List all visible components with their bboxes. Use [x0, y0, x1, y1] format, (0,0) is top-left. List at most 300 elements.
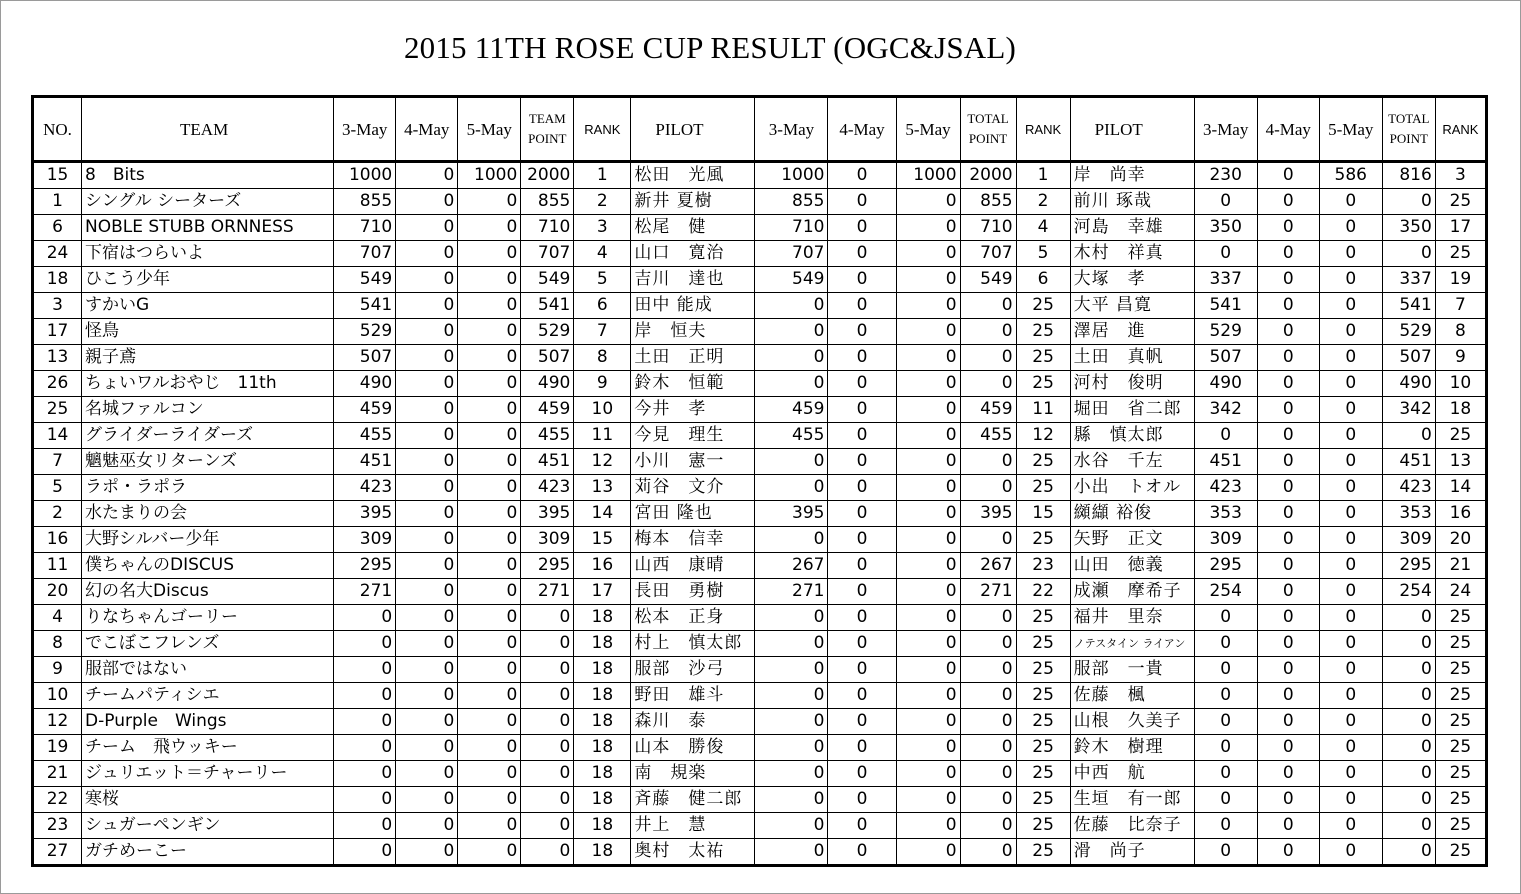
pilot2-5may-cell: 0	[1319, 423, 1382, 449]
pilot2-rank-cell: 25	[1435, 839, 1486, 866]
pilot2-4may-cell: 0	[1257, 501, 1319, 527]
pilot2-4may-cell: 0	[1257, 553, 1319, 579]
pilot1-name-cell: 斉藤 健二郎	[631, 787, 755, 813]
pilot1-5may-cell: 0	[896, 735, 960, 761]
pilot2-rank-cell: 25	[1435, 189, 1486, 215]
team-5may-cell: 0	[458, 345, 521, 371]
header-team: TEAM	[82, 97, 334, 162]
pilot1-rank-cell: 22	[1016, 579, 1070, 605]
pilot2-rank-cell: 14	[1435, 475, 1486, 501]
pilot2-rank-cell: 25	[1435, 735, 1486, 761]
pilot1-total-cell: 0	[960, 293, 1016, 319]
pilot1-4may-cell: 0	[828, 631, 896, 657]
pilot1-name-cell: 田中 能成	[631, 293, 755, 319]
pilot1-name-cell: 松田 光風	[631, 162, 755, 189]
team-3may-cell: 529	[334, 319, 396, 345]
pilot1-total-cell: 271	[960, 579, 1016, 605]
table-row	[33, 423, 1487, 449]
pilot2-rank-cell: 13	[1435, 449, 1486, 475]
header-pilot2-rank: RANK	[1435, 97, 1486, 162]
team-3may-cell: 0	[334, 657, 396, 683]
pilot1-rank-cell: 25	[1016, 761, 1070, 787]
pilot1-total-cell: 0	[960, 319, 1016, 345]
pilot2-3may-cell: 342	[1194, 397, 1257, 423]
pilot2-5may-cell: 0	[1319, 761, 1382, 787]
team-3may-cell: 0	[334, 631, 396, 657]
pilot2-name-cell: 滑 尚子	[1070, 839, 1194, 866]
team-5may-cell: 0	[458, 449, 521, 475]
team-3may-cell: 0	[334, 605, 396, 631]
pilot2-rank-cell: 25	[1435, 605, 1486, 631]
pilot2-3may-cell: 0	[1194, 657, 1257, 683]
pilot1-rank-cell: 25	[1016, 657, 1070, 683]
pilot1-total-cell: 0	[960, 371, 1016, 397]
pilot2-total-cell: 350	[1382, 215, 1435, 241]
team-no-cell: 6	[33, 215, 82, 241]
pilot2-name-cell: 木村 祥真	[1070, 241, 1194, 267]
pilot1-4may-cell: 0	[828, 345, 896, 371]
pilot2-total-cell: 353	[1382, 501, 1435, 527]
team-4may-cell: 0	[396, 839, 458, 866]
team-rank-cell: 18	[574, 683, 631, 709]
table-row	[33, 813, 1487, 839]
pilot1-5may-cell: 0	[896, 345, 960, 371]
team-rank-cell: 18	[574, 605, 631, 631]
team-rank-cell: 16	[574, 553, 631, 579]
team-no-cell: 21	[33, 761, 82, 787]
pilot2-4may-cell: 0	[1257, 605, 1319, 631]
team-3may-cell: 0	[334, 735, 396, 761]
pilot1-5may-cell: 0	[896, 293, 960, 319]
pilot1-rank-cell: 2	[1016, 189, 1070, 215]
pilot2-rank-cell: 25	[1435, 423, 1486, 449]
table-row	[33, 345, 1487, 371]
pilot1-5may-cell: 0	[896, 709, 960, 735]
pilot2-name-cell: 大平 昌寛	[1070, 293, 1194, 319]
table-row	[33, 709, 1487, 735]
pilot1-rank-cell: 4	[1016, 215, 1070, 241]
pilot1-3may-cell: 0	[755, 787, 828, 813]
pilot2-name-cell: 鈴木 樹理	[1070, 735, 1194, 761]
pilot2-4may-cell: 0	[1257, 709, 1319, 735]
team-point-cell: 455	[521, 423, 574, 449]
pilot1-4may-cell: 0	[828, 735, 896, 761]
pilot1-5may-cell: 1000	[896, 162, 960, 189]
pilot2-name-cell: 纐纈 裕俊	[1070, 501, 1194, 527]
pilot2-rank-cell: 7	[1435, 293, 1486, 319]
pilot1-total-cell: 2000	[960, 162, 1016, 189]
pilot1-name-cell: 野田 雄斗	[631, 683, 755, 709]
pilot1-4may-cell: 0	[828, 449, 896, 475]
team-no-cell: 18	[33, 267, 82, 293]
team-rank-cell: 18	[574, 813, 631, 839]
pilot2-total-cell: 451	[1382, 449, 1435, 475]
team-3may-cell: 271	[334, 579, 396, 605]
pilot1-rank-cell: 25	[1016, 631, 1070, 657]
team-point-cell: 0	[521, 605, 574, 631]
pilot2-3may-cell: 0	[1194, 605, 1257, 631]
team-name-cell: ひこう少年	[82, 267, 334, 293]
table-row	[33, 527, 1487, 553]
pilot2-5may-cell: 0	[1319, 787, 1382, 813]
pilot2-total-cell: 254	[1382, 579, 1435, 605]
pilot2-name-cell: 大塚 孝	[1070, 267, 1194, 293]
team-name-cell: 寒桜	[82, 787, 334, 813]
pilot1-4may-cell: 0	[828, 761, 896, 787]
team-rank-cell: 15	[574, 527, 631, 553]
team-3may-cell: 541	[334, 293, 396, 319]
pilot1-4may-cell: 0	[828, 189, 896, 215]
team-point-cell: 309	[521, 527, 574, 553]
pilot2-total-cell: 0	[1382, 423, 1435, 449]
pilot1-rank-cell: 25	[1016, 839, 1070, 866]
header-pilot2-total-line2: POINT	[1389, 131, 1428, 146]
pilot2-name-cell: 河島 幸雄	[1070, 215, 1194, 241]
pilot2-total-cell: 309	[1382, 527, 1435, 553]
team-rank-cell: 10	[574, 397, 631, 423]
pilot1-3may-cell: 0	[755, 449, 828, 475]
pilot1-rank-cell: 25	[1016, 293, 1070, 319]
pilot2-4may-cell: 0	[1257, 683, 1319, 709]
pilot1-3may-cell: 0	[755, 813, 828, 839]
pilot2-rank-cell: 25	[1435, 241, 1486, 267]
table-row	[33, 319, 1487, 345]
pilot2-rank-cell: 8	[1435, 319, 1486, 345]
pilot1-rank-cell: 25	[1016, 475, 1070, 501]
team-4may-cell: 0	[396, 605, 458, 631]
pilot1-3may-cell: 455	[755, 423, 828, 449]
pilot1-3may-cell: 0	[755, 527, 828, 553]
header-pilot2-5may: 5-May	[1319, 97, 1382, 162]
pilot1-rank-cell: 25	[1016, 735, 1070, 761]
table-row	[33, 475, 1487, 501]
team-3may-cell: 0	[334, 839, 396, 866]
pilot1-rank-cell: 25	[1016, 345, 1070, 371]
table-row	[33, 605, 1487, 631]
team-name-cell: 水たまりの会	[82, 501, 334, 527]
pilot1-5may-cell: 0	[896, 371, 960, 397]
pilot1-3may-cell: 0	[755, 631, 828, 657]
pilot1-total-cell: 0	[960, 735, 1016, 761]
team-name-cell: シングル シーターズ	[82, 189, 334, 215]
team-5may-cell: 0	[458, 371, 521, 397]
table-row	[33, 657, 1487, 683]
team-4may-cell: 0	[396, 267, 458, 293]
team-4may-cell: 0	[396, 162, 458, 189]
team-rank-cell: 9	[574, 371, 631, 397]
pilot2-name-cell: 山田 徳義	[1070, 553, 1194, 579]
pilot2-total-cell: 0	[1382, 735, 1435, 761]
pilot1-rank-cell: 25	[1016, 527, 1070, 553]
pilot2-3may-cell: 337	[1194, 267, 1257, 293]
team-no-cell: 9	[33, 657, 82, 683]
team-no-cell: 8	[33, 631, 82, 657]
pilot2-name-cell: 岸 尚幸	[1070, 162, 1194, 189]
team-5may-cell: 1000	[458, 162, 521, 189]
pilot1-total-cell: 855	[960, 189, 1016, 215]
team-5may-cell: 0	[458, 683, 521, 709]
team-name-cell: 僕ちゃんのDISCUS	[82, 553, 334, 579]
pilot1-3may-cell: 0	[755, 709, 828, 735]
pilot1-name-cell: 土田 正明	[631, 345, 755, 371]
pilot1-4may-cell: 0	[828, 293, 896, 319]
header-pilot2-total-line1: TOTAL	[1388, 111, 1430, 126]
pilot2-3may-cell: 0	[1194, 735, 1257, 761]
page-title: 2015 11TH ROSE CUP RESULT (OGC&JSAL)	[403, 30, 1017, 65]
team-3may-cell: 455	[334, 423, 396, 449]
team-point-cell: 0	[521, 787, 574, 813]
team-name-cell: ラポ・ラポラ	[82, 475, 334, 501]
header-pilot1-4may: 4-May	[828, 97, 896, 162]
pilot1-3may-cell: 707	[755, 241, 828, 267]
pilot2-3may-cell: 0	[1194, 189, 1257, 215]
pilot2-3may-cell: 541	[1194, 293, 1257, 319]
pilot2-3may-cell: 309	[1194, 527, 1257, 553]
pilot1-5may-cell: 0	[896, 189, 960, 215]
team-no-cell: 22	[33, 787, 82, 813]
pilot2-3may-cell: 0	[1194, 787, 1257, 813]
team-no-cell: 20	[33, 579, 82, 605]
team-point-cell: 459	[521, 397, 574, 423]
header-pilot1-5may: 5-May	[896, 97, 960, 162]
pilot2-3may-cell: 254	[1194, 579, 1257, 605]
team-4may-cell: 0	[396, 553, 458, 579]
team-3may-cell: 507	[334, 345, 396, 371]
pilot1-name-cell: 吉川 達也	[631, 267, 755, 293]
pilot1-3may-cell: 710	[755, 215, 828, 241]
pilot2-name-cell: 矢野 正文	[1070, 527, 1194, 553]
header-pilot1-rank: RANK	[1016, 97, 1070, 162]
pilot1-name-cell: 岸 恒夫	[631, 319, 755, 345]
pilot2-3may-cell: 490	[1194, 371, 1257, 397]
team-rank-cell: 17	[574, 579, 631, 605]
team-point-cell: 0	[521, 709, 574, 735]
team-no-cell: 15	[33, 162, 82, 189]
team-5may-cell: 0	[458, 657, 521, 683]
pilot2-name-cell: 小出 トオル	[1070, 475, 1194, 501]
pilot2-name-cell: 山根 久美子	[1070, 709, 1194, 735]
team-no-cell: 14	[33, 423, 82, 449]
pilot2-4may-cell: 0	[1257, 787, 1319, 813]
pilot2-name-cell: 土田 真帆	[1070, 345, 1194, 371]
pilot1-3may-cell: 0	[755, 371, 828, 397]
pilot1-5may-cell: 0	[896, 423, 960, 449]
pilot1-5may-cell: 0	[896, 579, 960, 605]
pilot2-5may-cell: 0	[1319, 527, 1382, 553]
pilot2-3may-cell: 0	[1194, 839, 1257, 866]
pilot1-5may-cell: 0	[896, 787, 960, 813]
team-4may-cell: 0	[396, 319, 458, 345]
team-4may-cell: 0	[396, 657, 458, 683]
pilot1-name-cell: 村上 慎太郎	[631, 631, 755, 657]
pilot2-4may-cell: 0	[1257, 215, 1319, 241]
team-5may-cell: 0	[458, 189, 521, 215]
pilot2-total-cell: 342	[1382, 397, 1435, 423]
team-name-cell: 親子鳶	[82, 345, 334, 371]
team-name-cell: ガチめーこー	[82, 839, 334, 866]
pilot2-name-cell: 佐藤 楓	[1070, 683, 1194, 709]
pilot2-4may-cell: 0	[1257, 319, 1319, 345]
pilot2-total-cell: 0	[1382, 761, 1435, 787]
pilot2-total-cell: 0	[1382, 709, 1435, 735]
team-name-cell: ちょいワルおやじ 11th	[82, 371, 334, 397]
pilot1-name-cell: 井上 慧	[631, 813, 755, 839]
table-row	[33, 761, 1487, 787]
pilot2-rank-cell: 24	[1435, 579, 1486, 605]
pilot2-3may-cell: 230	[1194, 162, 1257, 189]
team-name-cell: 下宿はつらいよ	[82, 241, 334, 267]
pilot2-total-cell: 295	[1382, 553, 1435, 579]
pilot2-name-cell: 中西 航	[1070, 761, 1194, 787]
pilot1-4may-cell: 0	[828, 267, 896, 293]
team-3may-cell: 0	[334, 787, 396, 813]
pilot1-total-cell: 0	[960, 683, 1016, 709]
team-name-cell: NOBLE STUBB ORNNESS	[82, 215, 334, 241]
team-name-cell: でこぼこフレンズ	[82, 631, 334, 657]
pilot2-5may-cell: 0	[1319, 267, 1382, 293]
team-4may-cell: 0	[396, 215, 458, 241]
team-name-cell: 服部ではない	[82, 657, 334, 683]
header-team-4may: 4-May	[396, 97, 458, 162]
team-rank-cell: 1	[574, 162, 631, 189]
pilot1-4may-cell: 0	[828, 215, 896, 241]
header-pilot2-3may: 3-May	[1194, 97, 1257, 162]
team-3may-cell: 707	[334, 241, 396, 267]
pilot2-5may-cell: 0	[1319, 293, 1382, 319]
pilot1-3may-cell: 0	[755, 761, 828, 787]
pilot2-5may-cell: 0	[1319, 475, 1382, 501]
header-no: NO.	[33, 97, 82, 162]
pilot1-5may-cell: 0	[896, 215, 960, 241]
team-4may-cell: 0	[396, 501, 458, 527]
team-5may-cell: 0	[458, 397, 521, 423]
team-3may-cell: 423	[334, 475, 396, 501]
team-rank-cell: 18	[574, 709, 631, 735]
pilot1-rank-cell: 25	[1016, 709, 1070, 735]
team-name-cell: 怪鳥	[82, 319, 334, 345]
pilot2-rank-cell: 25	[1435, 683, 1486, 709]
table-row	[33, 735, 1487, 761]
pilot2-3may-cell: 529	[1194, 319, 1257, 345]
pilot2-3may-cell: 451	[1194, 449, 1257, 475]
pilot2-3may-cell: 0	[1194, 241, 1257, 267]
table-row	[33, 839, 1487, 866]
team-name-cell: チームパティシエ	[82, 683, 334, 709]
pilot1-5may-cell: 0	[896, 319, 960, 345]
team-5may-cell: 0	[458, 813, 521, 839]
pilot2-total-cell: 541	[1382, 293, 1435, 319]
team-4may-cell: 0	[396, 579, 458, 605]
team-3may-cell: 459	[334, 397, 396, 423]
pilot1-3may-cell: 0	[755, 293, 828, 319]
pilot2-total-cell: 0	[1382, 189, 1435, 215]
pilot1-3may-cell: 0	[755, 735, 828, 761]
pilot2-5may-cell: 0	[1319, 631, 1382, 657]
pilot2-total-cell: 490	[1382, 371, 1435, 397]
team-no-cell: 16	[33, 527, 82, 553]
pilot1-rank-cell: 15	[1016, 501, 1070, 527]
pilot2-5may-cell: 0	[1319, 553, 1382, 579]
team-rank-cell: 12	[574, 449, 631, 475]
pilot1-total-cell: 707	[960, 241, 1016, 267]
pilot2-rank-cell: 10	[1435, 371, 1486, 397]
team-name-cell: ジュリエット＝チャーリー	[82, 761, 334, 787]
pilot1-rank-cell: 25	[1016, 371, 1070, 397]
pilot1-rank-cell: 25	[1016, 813, 1070, 839]
pilot1-total-cell: 0	[960, 605, 1016, 631]
table-row	[33, 449, 1487, 475]
team-3may-cell: 0	[334, 813, 396, 839]
pilot1-total-cell: 395	[960, 501, 1016, 527]
pilot2-4may-cell: 0	[1257, 449, 1319, 475]
team-4may-cell: 0	[396, 189, 458, 215]
pilot2-name-cell: 佐藤 比奈子	[1070, 813, 1194, 839]
pilot2-rank-cell: 18	[1435, 397, 1486, 423]
pilot1-3may-cell: 0	[755, 605, 828, 631]
pilot2-rank-cell: 25	[1435, 787, 1486, 813]
pilot1-3may-cell: 0	[755, 475, 828, 501]
pilot2-4may-cell: 0	[1257, 839, 1319, 866]
pilot1-5may-cell: 0	[896, 527, 960, 553]
team-5may-cell: 0	[458, 579, 521, 605]
header-pilot-2: PILOT	[1070, 97, 1194, 162]
team-rank-cell: 2	[574, 189, 631, 215]
team-name-cell: りなちゃんゴーリー	[82, 605, 334, 631]
team-point-cell: 0	[521, 657, 574, 683]
pilot2-3may-cell: 0	[1194, 761, 1257, 787]
pilot2-rank-cell: 9	[1435, 345, 1486, 371]
team-rank-cell: 5	[574, 267, 631, 293]
table-row	[33, 397, 1487, 423]
pilot1-5may-cell: 0	[896, 553, 960, 579]
table-row	[33, 787, 1487, 813]
pilot1-5may-cell: 0	[896, 501, 960, 527]
results-body	[33, 162, 1487, 866]
team-point-cell: 549	[521, 267, 574, 293]
pilot2-rank-cell: 21	[1435, 553, 1486, 579]
pilot2-4may-cell: 0	[1257, 813, 1319, 839]
team-3may-cell: 710	[334, 215, 396, 241]
team-5may-cell: 0	[458, 501, 521, 527]
pilot2-rank-cell: 20	[1435, 527, 1486, 553]
pilot2-5may-cell: 0	[1319, 709, 1382, 735]
pilot2-name-cell: 福井 里奈	[1070, 605, 1194, 631]
pilot2-total-cell: 423	[1382, 475, 1435, 501]
team-3may-cell: 0	[334, 683, 396, 709]
pilot2-total-cell: 0	[1382, 839, 1435, 866]
team-3may-cell: 549	[334, 267, 396, 293]
team-5may-cell: 0	[458, 475, 521, 501]
pilot1-rank-cell: 25	[1016, 319, 1070, 345]
header-pilot2-4may: 4-May	[1257, 97, 1319, 162]
team-3may-cell: 295	[334, 553, 396, 579]
team-5may-cell: 0	[458, 527, 521, 553]
pilot1-total-cell: 0	[960, 527, 1016, 553]
team-5may-cell: 0	[458, 553, 521, 579]
team-rank-cell: 8	[574, 345, 631, 371]
pilot1-rank-cell: 5	[1016, 241, 1070, 267]
team-5may-cell: 0	[458, 839, 521, 866]
pilot2-5may-cell: 0	[1319, 189, 1382, 215]
pilot1-5may-cell: 0	[896, 475, 960, 501]
pilot2-4may-cell: 0	[1257, 423, 1319, 449]
team-name-cell: 8 Bits	[82, 162, 334, 189]
pilot2-rank-cell: 25	[1435, 813, 1486, 839]
team-rank-cell: 11	[574, 423, 631, 449]
pilot2-3may-cell: 507	[1194, 345, 1257, 371]
header-pilot1-3may: 3-May	[755, 97, 828, 162]
pilot2-total-cell: 0	[1382, 631, 1435, 657]
